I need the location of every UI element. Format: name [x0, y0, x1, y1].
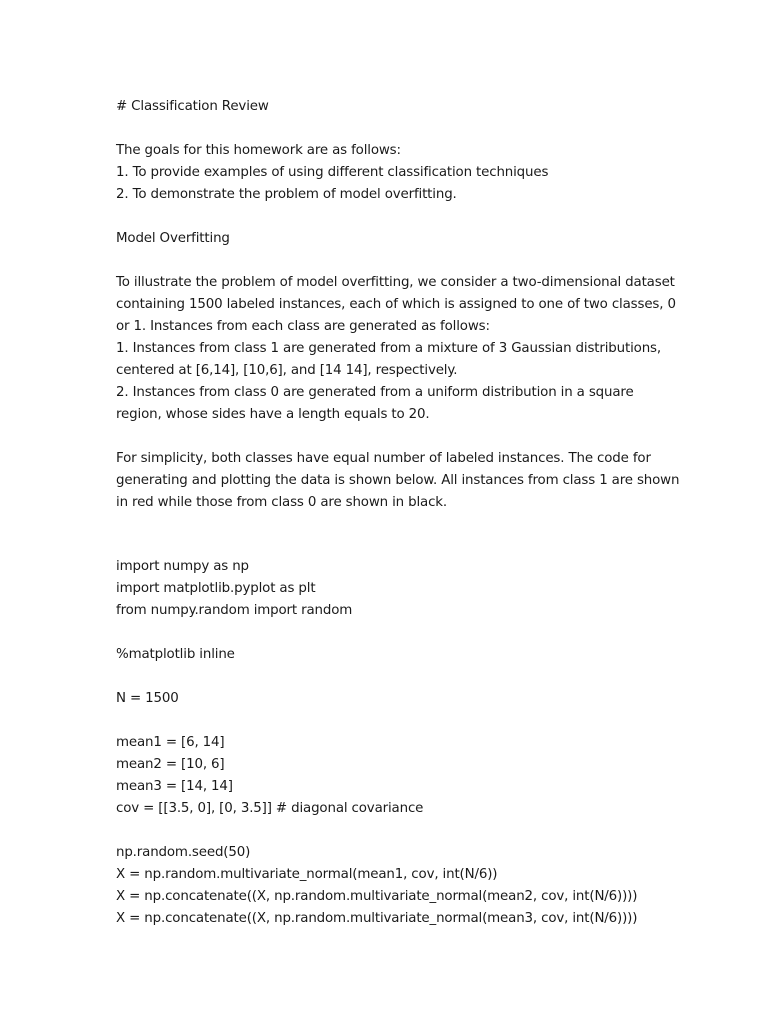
paragraph-line: or 1. Instances from each class are generated as follows:: [116, 319, 490, 334]
paragraph-line: containing 1500 labeled instances, each of which is assigned to one of two classes, 0: [116, 297, 676, 312]
code-line: mean3 = [14, 14]: [116, 779, 233, 794]
code-line: X = np.random.multivariate_normal(mean1, cov, int(N/6)): [116, 867, 498, 882]
paragraph-line: 2. Instances from class 0 are generated from a uniform distribution in a square: [116, 385, 634, 400]
code-line: %matplotlib inline: [116, 647, 235, 662]
section-title: Model Overfitting: [116, 231, 230, 246]
paragraph-line: centered at [6,14], [10,6], and [14 14], respectively.: [116, 363, 458, 378]
code-line: mean2 = [10, 6]: [116, 757, 225, 772]
code-line: from numpy.random import random: [116, 603, 353, 618]
goal-item: 1. To provide examples of using different classification techniques: [116, 165, 549, 180]
code-line: X = np.concatenate((X, np.random.multivariate_normal(mean2, cov, int(N/6)))): [116, 889, 638, 904]
goal-item: 2. To demonstrate the problem of model overfitting.: [116, 187, 457, 202]
paragraph-line: 1. Instances from class 1 are generated from a mixture of 3 Gaussian distributions,: [116, 341, 661, 356]
goals-intro: The goals for this homework are as follows:: [116, 143, 401, 158]
paragraph-line: in red while those from class 0 are shown in black.: [116, 495, 448, 510]
paragraph-line: region, whose sides have a length equals to 20.: [116, 407, 430, 422]
code-line: cov = [[3.5, 0], [0, 3.5]] # diagonal covariance: [116, 801, 424, 816]
code-line: np.random.seed(50): [116, 845, 251, 860]
paragraph-line: generating and plotting the data is shown below. All instances from class 1 are shown: [116, 473, 680, 488]
paragraph-line: For simplicity, both classes have equal number of labeled instances. The code for: [116, 451, 651, 466]
paragraph-line: To illustrate the problem of model overfitting, we consider a two-dimensional dataset: [116, 275, 675, 290]
code-line: mean1 = [6, 14]: [116, 735, 225, 750]
document-body: [116, 96, 680, 930]
code-line: import matplotlib.pyplot as plt: [116, 581, 316, 596]
document-heading: # Classification Review: [116, 99, 269, 114]
code-line: X = np.concatenate((X, np.random.multivariate_normal(mean3, cov, int(N/6)))): [116, 911, 638, 926]
code-line: N = 1500: [116, 691, 179, 706]
code-line: import numpy as np: [116, 559, 249, 574]
